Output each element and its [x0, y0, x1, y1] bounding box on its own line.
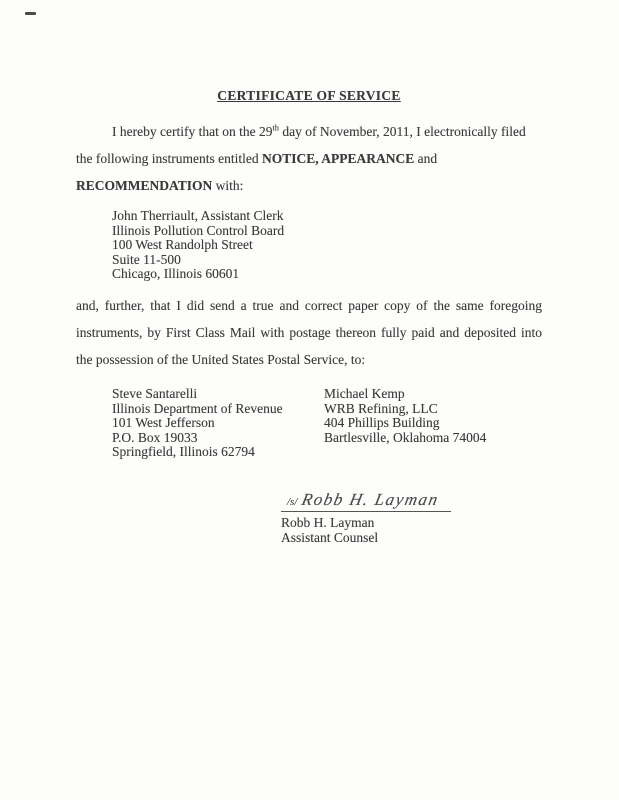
address-line: Bartlesville, Oklahoma 74004 — [324, 429, 487, 445]
address-line: Steve Santarelli — [112, 385, 198, 401]
address-line: Chicago, Illinois 60601 — [112, 266, 240, 282]
signature-line — [281, 490, 451, 512]
address-block-revenue — [112, 387, 324, 460]
instruments-bold-notice-appearance: NOTICE, APPEARANCE — [261, 151, 415, 166]
address-line: 100 West Randolph Street — [112, 237, 253, 253]
document-title — [76, 88, 542, 104]
signature-block — [281, 490, 542, 546]
instruments-bold-recommendation: RECOMMENDATION — [76, 178, 213, 193]
signer-name: Robb H. Layman — [281, 514, 375, 530]
ordinal-superscript: th — [272, 123, 279, 133]
address-line: John Therriault, Assistant Clerk — [112, 208, 284, 223]
para1-conjunction: and — [414, 151, 438, 166]
mail-recipients — [76, 387, 542, 460]
para1-middle: day of November, 2011, I electronically filed the following instruments entitled — [76, 124, 526, 166]
paragraph-efiling — [76, 118, 542, 199]
signature-s-slash: /s/ — [287, 495, 298, 508]
document-title-text: CERTIFICATE OF SERVICE — [217, 88, 401, 103]
address-line: 404 Phillips Building — [324, 415, 440, 431]
para1-lead: I hereby certify that on the 29 — [112, 124, 273, 139]
address-block-wrb — [324, 387, 486, 460]
address-line: Springfield, Illinois 62794 — [112, 444, 255, 460]
address-line: Suite 11-500 — [112, 251, 181, 267]
paragraph-mailing: and, further, that I did send a true and correct paper copy of the same foregoing instruments, by First Class Mail with postage thereon fully paid and deposited into the possession of the United States Postal Service, to: — [76, 297, 542, 367]
address-line: Michael Kemp — [324, 385, 405, 401]
address-line: P.O. Box 19033 — [112, 429, 198, 445]
signer-title: Assistant Counsel — [281, 530, 379, 546]
certificate-of-service — [76, 88, 542, 546]
address-block-clerk — [112, 209, 542, 282]
address-line: Illinois Department of Revenue — [112, 400, 283, 416]
address-line: Illinois Pollution Control Board — [112, 222, 285, 238]
scan-artifact-mark — [25, 12, 36, 15]
para1-tail: with: — [212, 178, 244, 193]
address-line: 101 West Jefferson — [112, 415, 215, 431]
signature-script: Robb H. Layman — [300, 489, 442, 509]
address-line: WRB Refining, LLC — [324, 400, 438, 416]
